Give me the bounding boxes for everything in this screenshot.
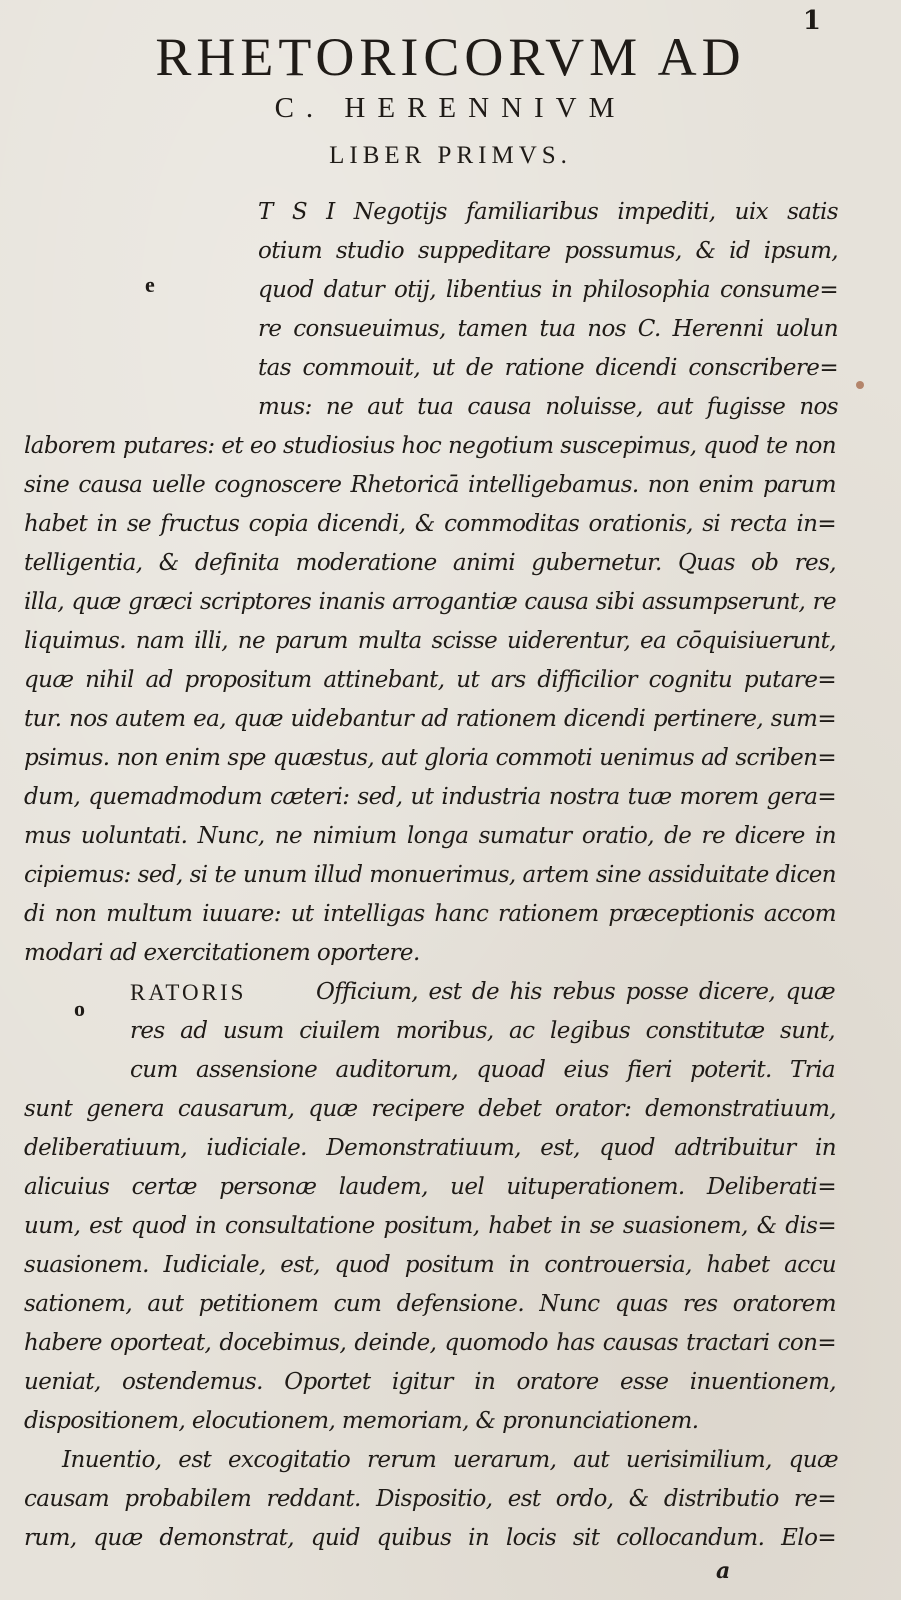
folio-number: 1	[802, 6, 821, 36]
text-line: liquimus. nam illi, ne parum multa scisse uiderentur, ea cōquisiuerunt,	[24, 628, 836, 654]
text-line: Officium, est de his rebus posse dicere, quæ	[316, 979, 835, 1005]
text-line: quod datur otij, libentius in philosophia consume=	[258, 277, 838, 303]
page-title: RHETORICORVM AD	[155, 27, 746, 87]
text-line: otium studio suppeditare possumus, & id ipsum,	[258, 238, 838, 264]
text-line: uum, est quod in consultatione positum, habet in se suasionem, & dis=	[24, 1213, 836, 1239]
text-line: dum, quemadmodum cæteri: sed, ut industria nostra tuæ morem gera=	[24, 784, 836, 810]
margin-letter-o: o	[74, 996, 85, 1021]
text-line: ueniat, ostendemus. Oportet igitur in oratore esse inuentionem,	[24, 1369, 836, 1395]
text-line: telligentia, & definita moderatione animi gubernetur. Quas ob res,	[24, 550, 836, 576]
paragraph-lead-caps: RATORIS	[130, 980, 247, 1005]
text-line: quæ nihil ad propositum attinebant, ut ars difficilior cognitu putare=	[24, 667, 836, 693]
text-line: habet in se fructus copia dicendi, & commoditas orationis, si recta in=	[24, 511, 836, 537]
text-line: illa, quæ græci scriptores inanis arrogantiæ causa sibi assumpserunt, re	[24, 589, 836, 615]
text-line: habere oporteat, docebimus, deinde, quomodo has causas tractari con=	[24, 1330, 836, 1356]
text-line: tas commouit, ut de ratione dicendi conscribere=	[258, 355, 838, 381]
text-line: rum, quæ demonstrat, quid quibus in locis sit collocandum. Elo=	[24, 1525, 836, 1551]
text-line: mus: ne aut tua causa noluisse, aut fugisse nos	[258, 394, 838, 420]
text-line: re consueuimus, tamen tua nos C. Herenni uolun	[258, 316, 838, 342]
text-line: sine causa uelle cognoscere Rhetoricā intelligebamus. non enim parum	[24, 472, 836, 498]
text-line: sunt genera causarum, quæ recipere debet orator: demonstratiuum,	[24, 1096, 836, 1122]
text-line: tur. nos autem ea, quæ uidebantur ad rationem dicendi pertinere, sum=	[24, 706, 836, 732]
text-line: dispositionem, elocutionem, memoriam, & pronunciationem.	[24, 1408, 699, 1434]
book-heading: LIBER PRIMVS.	[329, 142, 572, 169]
text-line: alicuius certæ personæ laudem, uel uituperationem. Deliberati=	[24, 1174, 836, 1200]
text-line: cum assensione auditorum, quoad eius fieri poterit. Tria	[130, 1057, 835, 1083]
text-line: modari ad exercitationem oportere.	[24, 940, 420, 966]
text-line: cipiemus: sed, si te unum illud monuerimus, artem sine assiduitate dicen	[24, 862, 836, 888]
signature-mark: a	[716, 1558, 731, 1584]
text-line: T S I Negotijs familiaribus impediti, uix satis	[258, 199, 838, 225]
text-line: sationem, aut petitionem cum defensione. Nunc quas res oratorem	[24, 1291, 836, 1317]
text-line: causam probabilem reddant. Dispositio, est ordo, & distributio re=	[24, 1486, 836, 1512]
text-line: psimus. non enim spe quæstus, aut gloria commoti uenimus ad scriben=	[24, 745, 836, 771]
text-line: suasionem. Iudiciale, est, quod positum in controuersia, habet accu	[24, 1252, 836, 1278]
text-line: Inuentio, est excogitatio rerum uerarum, aut uerisimilium, quæ	[62, 1447, 838, 1473]
margin-letter-e: e	[145, 272, 155, 297]
page-subtitle: C. HERENNIVM	[274, 92, 627, 124]
text-line: di non multum iuuare: ut intelligas hanc rationem præceptionis accom	[24, 901, 836, 927]
text-line: res ad usum ciuilem moribus, ac legibus constitutæ sunt,	[130, 1018, 835, 1044]
text-line: laborem putares: et eo studiosius hoc negotium suscepimus, quod te non	[24, 433, 836, 459]
text-line: deliberatiuum, iudiciale. Demonstratiuum, est, quod adtribuitur in	[24, 1135, 836, 1161]
text-line: mus uoluntati. Nunc, ne nimium longa sumatur oratio, de re dicere in	[24, 823, 836, 849]
